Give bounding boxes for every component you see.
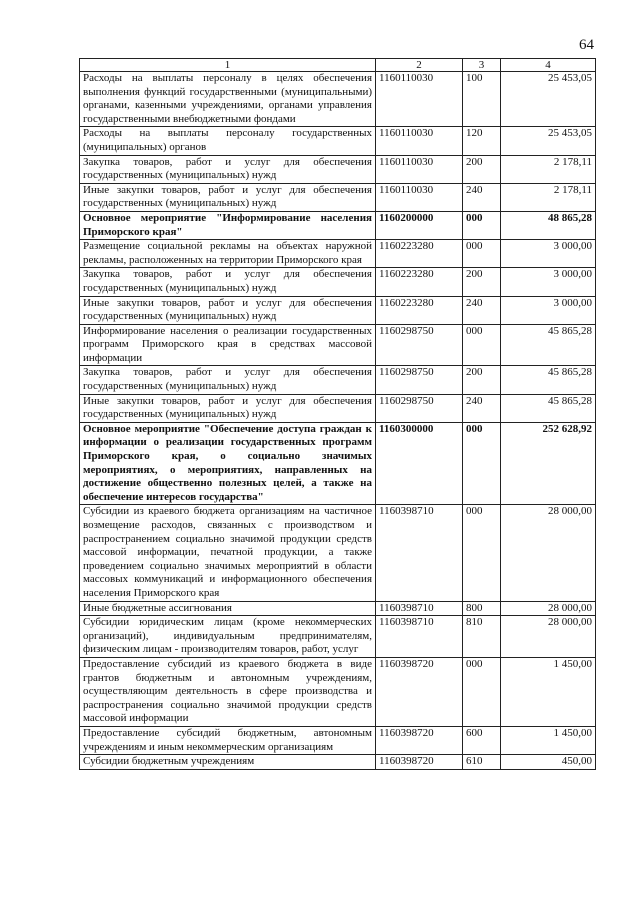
row-type: 000: [463, 657, 501, 726]
table-row: [80, 296, 596, 324]
row-amount: 1 450,00: [501, 726, 596, 754]
row-name: Иные закупки товаров, работ и услуг для обеспечения государственных (муниципальных) нужд: [80, 296, 376, 324]
row-amount: 48 865,28: [501, 211, 596, 239]
row-code: 1160110030: [376, 155, 463, 183]
row-amount: 28 000,00: [501, 616, 596, 658]
row-type: 200: [463, 268, 501, 296]
row-type: 610: [463, 755, 501, 770]
row-amount: 3 000,00: [501, 268, 596, 296]
table-row: [80, 366, 596, 394]
row-type: 120: [463, 127, 501, 155]
table-row: [80, 268, 596, 296]
row-code: 1160398720: [376, 726, 463, 754]
table-row: [80, 755, 596, 770]
row-code: 1160398710: [376, 616, 463, 658]
row-code: 1160298750: [376, 324, 463, 366]
page-number: 64: [579, 37, 594, 53]
row-amount: 2 178,11: [501, 155, 596, 183]
row-type: 200: [463, 366, 501, 394]
row-type: 600: [463, 726, 501, 754]
row-amount: 25 453,05: [501, 127, 596, 155]
row-name: Закупка товаров, работ и услуг для обеспечения государственных (муниципальных) нужд: [80, 268, 376, 296]
row-name: Субсидии юридическим лицам (кроме некоммерческих организаций), индивидуальным предпринимателям, физическим лицам - производителям товаров, работ, услуг: [80, 616, 376, 658]
row-name: Основное мероприятие "Информирование населения Приморского края": [80, 211, 376, 239]
table-row: [80, 324, 596, 366]
row-name: Субсидии бюджетным учреждениям: [80, 755, 376, 770]
row-name: Иные закупки товаров, работ и услуг для обеспечения государственных (муниципальных) нужд: [80, 394, 376, 422]
row-amount: 25 453,05: [501, 72, 596, 127]
row-code: 1160223280: [376, 268, 463, 296]
row-name: Предоставление субсидий из краевого бюджета в виде грантов бюджетным и автономным учреждениям, осуществляющим деятельность в сфере производства и распространения социально значимой продукции средств массовой информации: [80, 657, 376, 726]
row-code: 1160398720: [376, 755, 463, 770]
row-name: Расходы на выплаты персоналу государственных (муниципальных) органов: [80, 127, 376, 155]
row-name: Иные закупки товаров, работ и услуг для обеспечения государственных (муниципальных) нужд: [80, 183, 376, 211]
row-type: 100: [463, 72, 501, 127]
table-row: [80, 211, 596, 239]
row-amount: 3 000,00: [501, 296, 596, 324]
table-row: [80, 616, 596, 658]
row-code: 1160223280: [376, 240, 463, 268]
table-row: [80, 601, 596, 616]
row-name: Закупка товаров, работ и услуг для обеспечения государственных (муниципальных) нужд: [80, 155, 376, 183]
row-type: 000: [463, 324, 501, 366]
row-code: 1160398720: [376, 657, 463, 726]
table-row: [80, 72, 596, 127]
row-amount: 252 628,92: [501, 422, 596, 505]
row-amount: 28 000,00: [501, 505, 596, 601]
row-name: Размещение социальной рекламы на объектах наружной рекламы, расположенных на территории Приморского края: [80, 240, 376, 268]
row-type: 810: [463, 616, 501, 658]
row-code: 1160398710: [376, 601, 463, 616]
row-type: 000: [463, 505, 501, 601]
table-row: [80, 155, 596, 183]
row-name: Иные бюджетные ассигнования: [80, 601, 376, 616]
header-col-3: 3: [463, 59, 501, 72]
table-row: [80, 422, 596, 505]
row-code: 1160110030: [376, 72, 463, 127]
table-body: [80, 72, 596, 770]
row-type: 000: [463, 240, 501, 268]
row-code: 1160298750: [376, 366, 463, 394]
table-row: [80, 726, 596, 754]
header-col-4: 4: [501, 59, 596, 72]
table-row: [80, 657, 596, 726]
row-code: 1160300000: [376, 422, 463, 505]
row-code: 1160398710: [376, 505, 463, 601]
row-name: Информирование населения о реализации государственных программ Приморского края в средствах массовой информации: [80, 324, 376, 366]
row-amount: 2 178,11: [501, 183, 596, 211]
table-row: [80, 127, 596, 155]
row-code: 1160200000: [376, 211, 463, 239]
row-type: 200: [463, 155, 501, 183]
row-name: Основное мероприятие "Обеспечение доступа граждан к информации о реализации государственных программ Приморского края, о социально значимых мероприятиях, о мероприятиях, направленных на достижение общественно полезных целей, а также на обеспечение интересов государства": [80, 422, 376, 505]
row-amount: 45 865,28: [501, 366, 596, 394]
row-name: Субсидии из краевого бюджета организациям на частичное возмещение расходов, связанных с производством и распространением социально значимой продукции средств массовой информации, печатной продукции, а также проведением социально значимых мероприятий в области массовых коммуникаций и информационного обеспечения населения Приморского края: [80, 505, 376, 601]
row-type: 000: [463, 211, 501, 239]
row-amount: 45 865,28: [501, 394, 596, 422]
header-col-1: 1: [80, 59, 376, 72]
row-type: 240: [463, 394, 501, 422]
table-row: [80, 183, 596, 211]
row-code: 1160223280: [376, 296, 463, 324]
table-header-row: [80, 59, 596, 72]
row-amount: 3 000,00: [501, 240, 596, 268]
row-name: Закупка товаров, работ и услуг для обеспечения государственных (муниципальных) нужд: [80, 366, 376, 394]
table-row: [80, 394, 596, 422]
row-code: 1160110030: [376, 183, 463, 211]
row-code: 1160298750: [376, 394, 463, 422]
row-type: 800: [463, 601, 501, 616]
header-col-2: 2: [376, 59, 463, 72]
row-code: 1160110030: [376, 127, 463, 155]
row-amount: 28 000,00: [501, 601, 596, 616]
row-amount: 45 865,28: [501, 324, 596, 366]
row-name: Предоставление субсидий бюджетным, автономным учреждениям и иным некоммерческим организациям: [80, 726, 376, 754]
row-amount: 450,00: [501, 755, 596, 770]
row-type: 240: [463, 183, 501, 211]
budget-table: [79, 58, 596, 770]
table-row: [80, 240, 596, 268]
row-name: Расходы на выплаты персоналу в целях обеспечения выполнения функций государственными (муниципальными) органами, казенными учреждениями, органами управления государственными внебюджетными фондами: [80, 72, 376, 127]
row-amount: 1 450,00: [501, 657, 596, 726]
row-type: 000: [463, 422, 501, 505]
row-type: 240: [463, 296, 501, 324]
table-row: [80, 505, 596, 601]
